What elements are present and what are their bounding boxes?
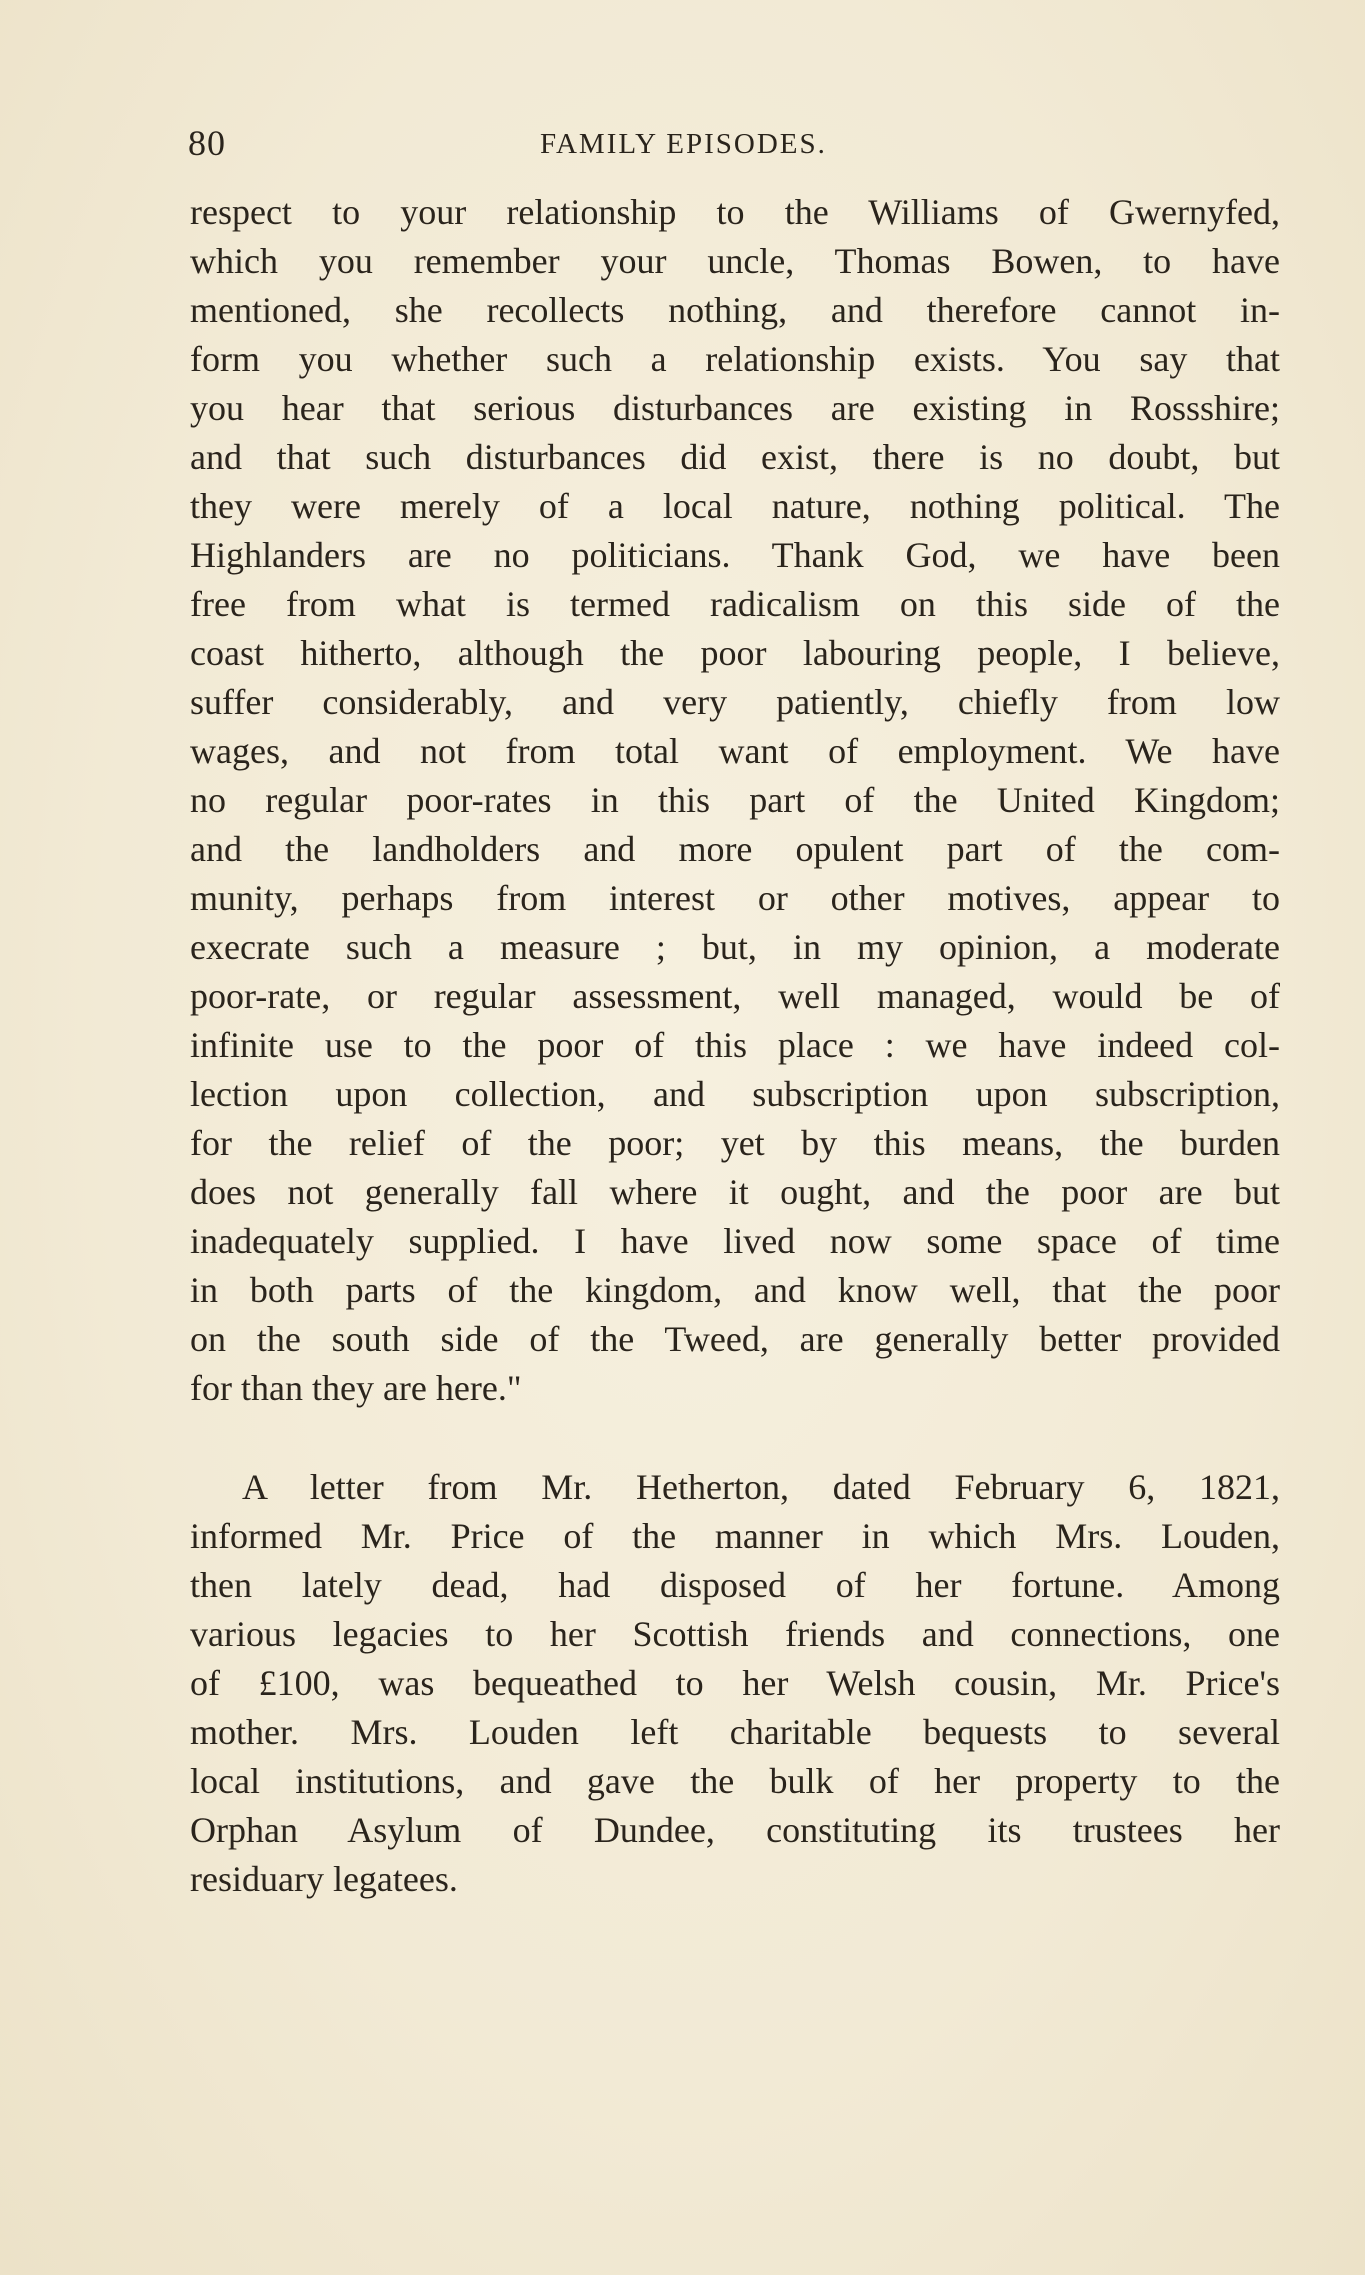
text-line: in both parts of the kingdom, and know well, that the poor <box>190 1270 1280 1310</box>
text-line: on the south side of the Tweed, are generally better provided <box>190 1319 1280 1359</box>
text-line: poor-rate, or regular assessment, well managed, would be of <box>190 976 1280 1016</box>
text-line: which you remember your uncle, Thomas Bowen, to have <box>190 241 1280 281</box>
page-number: 80 <box>188 123 226 163</box>
body-text <box>190 188 1280 1904</box>
paragraph-1 <box>190 188 1280 1413</box>
text-line: does not generally fall where it ought, and the poor are but <box>190 1172 1280 1212</box>
paragraph-2 <box>190 1463 1280 1904</box>
page-header <box>188 122 1278 172</box>
text-line: no regular poor-rates in this part of the United Kingdom; <box>190 780 1280 820</box>
text-line: mentioned, she recollects nothing, and therefore cannot in- <box>190 290 1280 330</box>
text-line: suffer considerably, and very patiently, chiefly from low <box>190 682 1280 722</box>
paragraph-gap <box>190 1413 1280 1463</box>
text-line: residuary legatees. <box>190 1859 458 1899</box>
text-line: informed Mr. Price of the manner in which Mrs. Louden, <box>190 1516 1280 1556</box>
text-line: lection upon collection, and subscription upon subscription, <box>190 1074 1280 1114</box>
text-line: infinite use to the poor of this place : we have indeed col- <box>190 1025 1280 1065</box>
text-line: A letter from Mr. Hetherton, dated February 6, 1821, <box>242 1467 1280 1507</box>
text-line: they were merely of a local nature, nothing political. The <box>190 486 1280 526</box>
text-line: free from what is termed radicalism on this side of the <box>190 584 1280 624</box>
text-line: and that such disturbances did exist, there is no doubt, but <box>190 437 1280 477</box>
text-line: of £100, was bequeathed to her Welsh cousin, Mr. Price's <box>190 1663 1280 1703</box>
text-line: wages, and not from total want of employment. We have <box>190 731 1280 771</box>
text-line: various legacies to her Scottish friends and connections, one <box>190 1614 1280 1654</box>
text-line: form you whether such a relationship exists. You say that <box>190 339 1280 379</box>
text-line: for than they are here." <box>190 1368 522 1408</box>
running-head: FAMILY EPISODES. <box>540 128 827 160</box>
text-line: then lately dead, had disposed of her fortune. Among <box>190 1565 1280 1605</box>
text-line: execrate such a measure ; but, in my opinion, a moderate <box>190 927 1280 967</box>
text-line: respect to your relationship to the Williams of Gwernyfed, <box>190 192 1280 232</box>
text-line: and the landholders and more opulent part of the com- <box>190 829 1280 869</box>
text-line: coast hitherto, although the poor labouring people, I believe, <box>190 633 1280 673</box>
text-line: you hear that serious disturbances are existing in Rossshire; <box>190 388 1280 428</box>
text-line: mother. Mrs. Louden left charitable bequests to several <box>190 1712 1280 1752</box>
text-line: munity, perhaps from interest or other motives, appear to <box>190 878 1280 918</box>
text-line: Highlanders are no politicians. Thank God, we have been <box>190 535 1280 575</box>
text-line: local institutions, and gave the bulk of her property to the <box>190 1761 1280 1801</box>
text-line: for the relief of the poor; yet by this means, the burden <box>190 1123 1280 1163</box>
text-line: Orphan Asylum of Dundee, constituting its trustees her <box>190 1810 1280 1850</box>
text-line: inadequately supplied. I have lived now some space of time <box>190 1221 1280 1261</box>
